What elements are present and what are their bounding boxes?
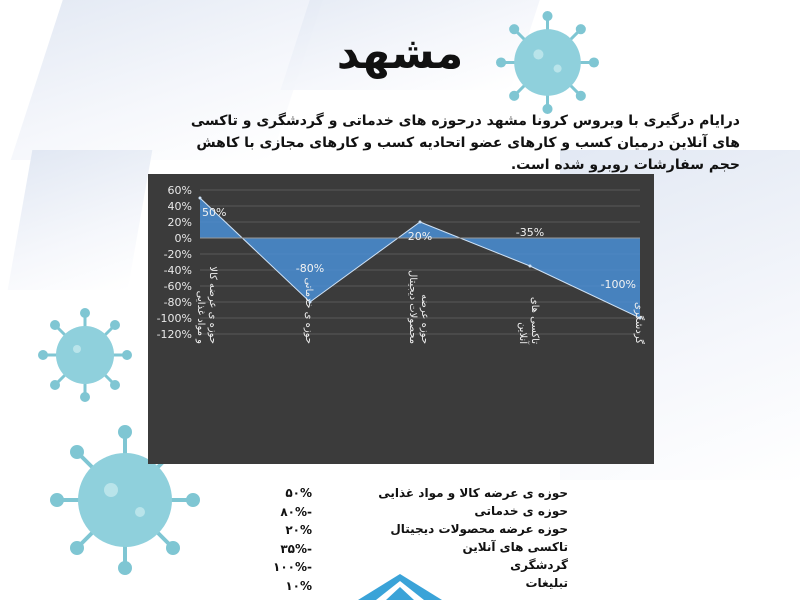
- page-title: مشهد: [336, 28, 464, 79]
- legend-item: تاکسی های آنلاین: [462, 540, 568, 554]
- area-chart: [148, 174, 654, 464]
- data-label: 20%: [407, 230, 433, 243]
- data-label: -80%: [295, 262, 325, 275]
- y-tick-label: 60%: [167, 184, 192, 197]
- legend-item: حوزه ی عرضه کالا و مواد غذایی: [378, 486, 568, 500]
- legend-item: حوزه عرضه محصولات دیجیتال: [390, 522, 568, 536]
- legend-value: ۱۰%: [285, 578, 312, 593]
- data-label: -35%: [515, 226, 545, 239]
- y-tick-label: 0%: [174, 232, 192, 245]
- y-tick-label: -80%: [163, 296, 192, 309]
- data-label: 50%: [202, 206, 227, 219]
- x-tick-label-group: [633, 302, 645, 344]
- legend-value: ۲۰%: [285, 523, 312, 537]
- data-point: [419, 221, 422, 224]
- legend-item: حوزه ی خدماتی: [474, 504, 568, 518]
- virus-icon: [35, 305, 135, 405]
- y-tick-label: -40%: [163, 264, 192, 277]
- legend-values: [250, 484, 312, 595]
- y-tick-label: 40%: [167, 200, 192, 213]
- x-tick-label-group: [303, 277, 314, 344]
- data-label: -100%: [600, 278, 636, 291]
- glass-pane: [8, 150, 153, 290]
- x-tick-label: حوزه عرضهمحصولات دیجیتال: [407, 270, 430, 344]
- logo-icon: [358, 572, 442, 600]
- y-tick-label: 20%: [167, 216, 192, 229]
- data-point: [529, 265, 532, 268]
- y-tick-label: -20%: [163, 248, 192, 261]
- x-tick-label: حوزه ی عرضه کالاو مواد غذایی: [195, 266, 218, 344]
- y-tick-label: -60%: [163, 280, 192, 293]
- x-tick-label: گردشگری: [633, 302, 644, 344]
- data-point: [199, 197, 202, 200]
- legend-value: -۸۰%: [280, 504, 312, 519]
- legend-value: -۳۵%: [280, 541, 312, 556]
- x-tick-label: تاکسی هایآنلاین: [517, 296, 540, 344]
- intro-paragraph: درایام درگیری با ویروس کرونا مشهد درحوزه های خدماتی و گردشگری و تاکسی های آنلاین درمیان کسب و کارهای عضو اتحادیه کسب و کارهای مجازی با کاهش حجم سفارشات روبرو شده است.: [190, 113, 740, 173]
- legend-value: -۱۰۰%: [273, 560, 312, 574]
- y-tick-label: -120%: [156, 328, 192, 341]
- legend-item: گردشگری: [510, 558, 568, 572]
- x-tick-label: حوزه ی خدماتی: [303, 277, 314, 344]
- legend-item: تبلیغات: [525, 576, 568, 590]
- legend-value: ۵۰%: [285, 486, 312, 500]
- y-tick-label: -100%: [156, 312, 192, 325]
